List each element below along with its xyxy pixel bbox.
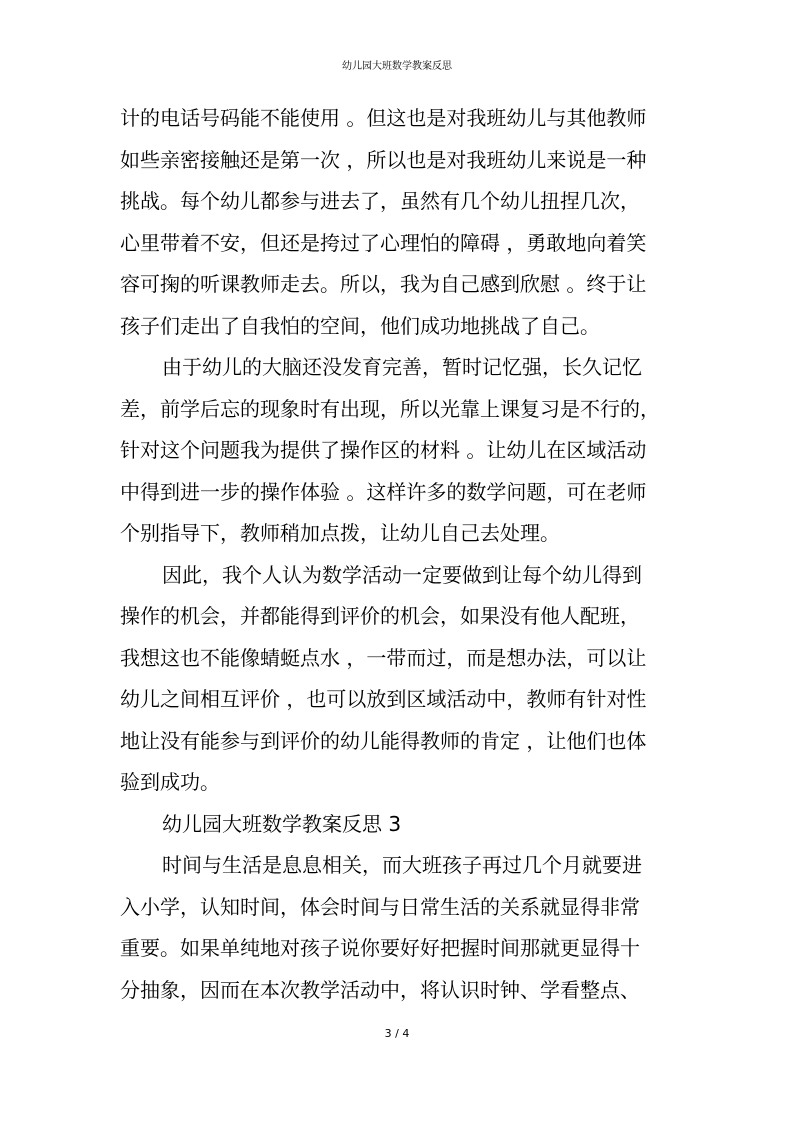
- text-line: 重要。如果单纯地对孩子说你要好好把握时间那就更显得十: [120, 936, 640, 960]
- text-line: 心里带着不安，但还是挎过了心理怕的障碍 ，勇敢地向着笑: [120, 230, 647, 255]
- document-body: [120, 98, 680, 1011]
- text-line: 挑战。每个幼儿都参与进去了，虽然有几个幼儿扭捏几次，: [120, 189, 640, 213]
- text-line: 容可掬的听课教师走去。所以，我为自己感到欣慰 。终于让: [120, 272, 647, 296]
- page-header: 幼儿园大班数学教案反思: [342, 61, 452, 72]
- text-line: 验到成功。: [120, 770, 220, 794]
- text-line: 幼儿之间相互评价 ，也可以放到区域活动中，教师有针对性: [120, 687, 647, 711]
- text-line: 孩子们走出了自我怕的空间，他们成功地挑战了自己。: [120, 313, 600, 338]
- text-line: 入小学，认知时间，体会时间与日常生活的关系就显得非常: [120, 894, 640, 919]
- paragraph-start-line: 由于幼儿的大脑还没发育完善，暂时记忆强，长久记忆: [162, 355, 642, 379]
- text-line: 如些亲密接触还是第一次 ，所以也是对我班幼儿来说是一种: [120, 147, 647, 172]
- text-line: 计的电话号码能不能使用 。但这也是对我班幼儿与其他教师: [120, 106, 647, 130]
- text-line: 差，前学后忘的现象时有出现，所以光靠上课复习是不行的，: [120, 396, 660, 421]
- section-heading: 幼儿园大班数学教案反思 3: [162, 811, 402, 836]
- text-line: 地让没有能参与到评价的幼儿能得教师的肯定 ，让他们也体: [120, 728, 647, 753]
- text-line: 针对这个问题我为提供了操作区的材料 。让幼儿在区域活动: [120, 438, 647, 462]
- paragraph-start-line: 时间与生活是息息相关，而大班孩子再过几个月就要进: [162, 853, 642, 877]
- text-line: 我想这也不能像蜻蜓点水 ，一带而过，而是想办法，可以让: [120, 645, 647, 670]
- text-line: 中得到进一步的操作体验 。这样许多的数学问题，可在老师: [120, 479, 647, 504]
- text-line: 操作的机会，并都能得到评价的机会，如果没有他人配班，: [120, 604, 640, 628]
- paragraph-start-line: 因此，我个人认为数学活动一定要做到让每个幼儿得到: [162, 562, 642, 587]
- text-line: 个别指导下，教师稍加点拨，让幼儿自己去处理。: [120, 521, 560, 545]
- page-number: 3 / 4: [384, 1027, 410, 1040]
- text-line: 分抽象，因而在本次教学活动中，将认识时钟、学看整点、: [120, 977, 640, 1002]
